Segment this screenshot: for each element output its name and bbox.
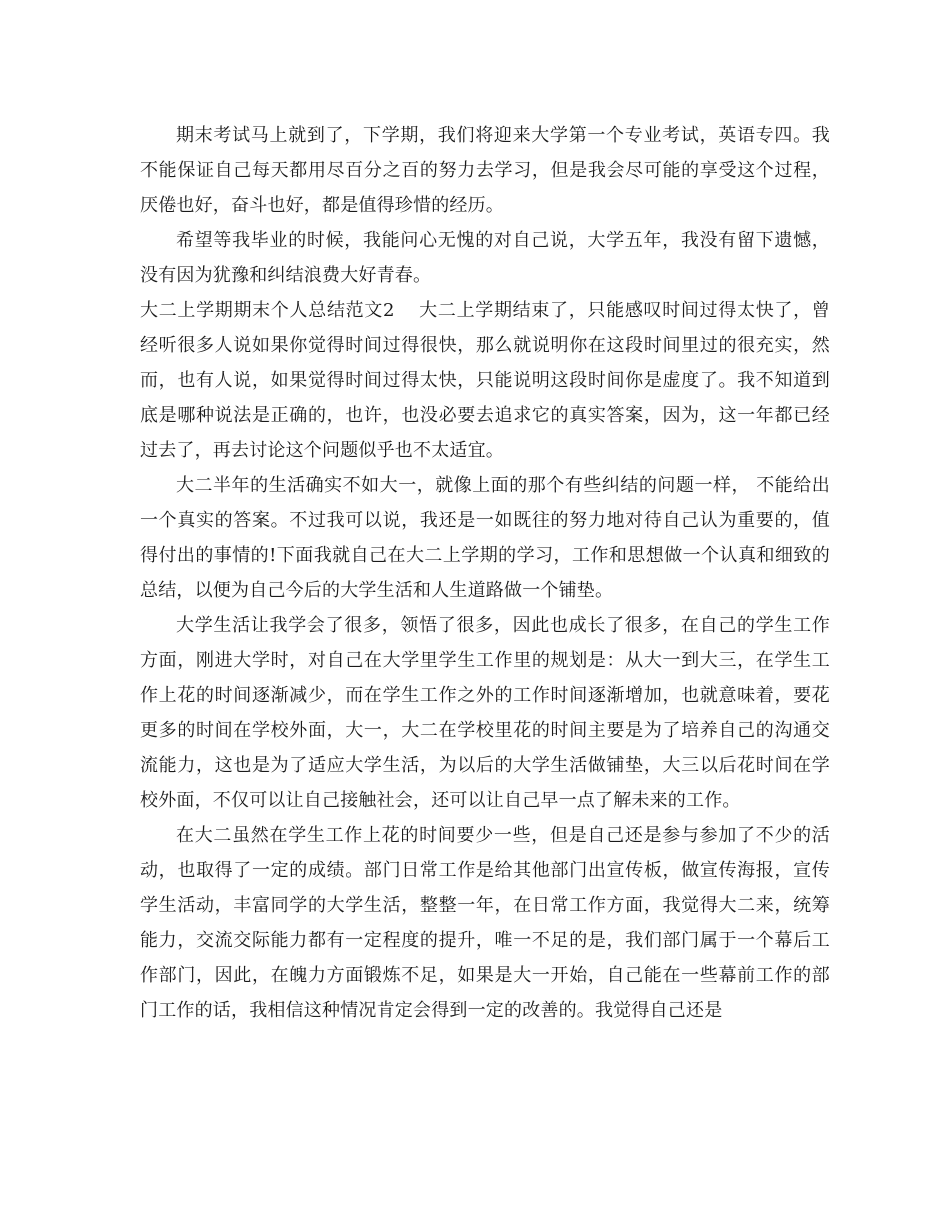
document-body — [140, 118, 830, 1028]
paragraph-student-work: 大学生活让我学会了很多，领悟了很多，因此也成长了很多，在自己的学生工作方面，刚进大学时，对自己在大学里学生工作里的规划是：从大一到大三，在学生工作上花的时间逐渐减少，而在学生工作之外的工作时间逐渐增加，也就意味着，要花更多的时间在学校外面，大一，大二在学校里花的时间主要是为了培养自己的沟通交流能力，这也是为了适应大学生活，为以后的大学生活做铺垫，大三以后花时间在学校外面，不仅可以让自己接触社会，还可以让自己早一点了解未来的工作。 — [140, 615, 830, 811]
paragraph-exam-intro: 期末考试马上就到了，下学期，我们将迎来大学第一个专业考试，英语专四。我不能保证自己每天都用尽百分之百的努力去学习，但是我会尽可能的享受这个过程，厌倦也好，奋斗也好，都是值得珍惜的经历。 — [140, 125, 830, 216]
section-intro-text: 大二上学期结束了，只能感叹时间过得太快了，曾经听很多人说如果你觉得时间过得很快，那么就说明你在这段时间里过的很充实，然而，也有人说，如果觉得时间过得太快，只能说明这段时间你是虚度了。我不知道到底是哪种说法是正确的，也许，也没必要去追求它的真实答案，因为，这一年都已经过去了，再去讨论这个问题似乎也不太适宜。 — [140, 300, 830, 461]
paragraph-activities: 在大二虽然在学生工作上花的时间要少一些，但是自己还是参与参加了不少的活动，也取得了一定的成绩。部门日常工作是给其他部门出宣传板，做宣传海报，宣传学生活动，丰富同学的大学生活，整整一年，在日常工作方面，我觉得大二来，统筹能力，交流交际能力都有一定程度的提升，唯一不足的是，我们部门属于一个幕后工作部门，因此，在魄力方面锻炼不足，如果是大一开始，自己能在一些幕前工作的部门工作的话，我相信这种情况肯定会得到一定的改善的。我觉得自己还是 — [140, 825, 830, 1021]
section-title: 大二上学期期末个人总结范文2 — [140, 300, 395, 321]
paragraph-graduation-hope: 希望等我毕业的时候，我能问心无愧的对自己说，大学五年，我没有留下遗憾，没有因为犹豫和纠结浪费大好青春。 — [140, 230, 830, 286]
paragraph-sophomore-life: 大二半年的生活确实不如大一，就像上面的那个有些纠结的问题一样， 不能给出一个真实的答案。不过我可以说，我还是一如既往的努力地对待自己认为重要的，值得付出的事情的!下面我就自己在大二上学期的学习，工作和思想做一个认真和细致的总结，以便为自己今后的大学生活和人生道路做一个铺垫。 — [140, 475, 830, 601]
section-heading-paragraph — [140, 293, 830, 468]
